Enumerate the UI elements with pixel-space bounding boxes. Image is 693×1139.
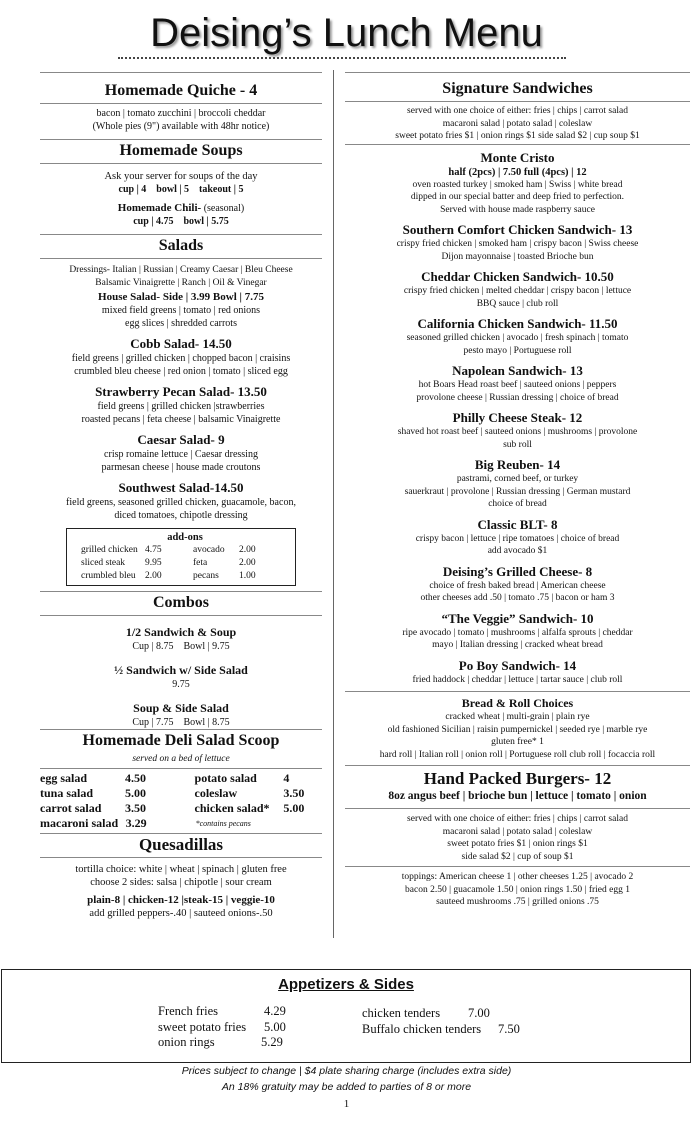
deli-row	[40, 801, 322, 816]
sandwich-title: Southern Comfort Chicken Sandwich- 13	[402, 222, 633, 237]
divider	[40, 163, 322, 164]
salads-title: Salads	[158, 237, 204, 254]
sandwich-desc: seasoned grilled chicken | avocado | fresh spinach | tomato	[406, 333, 629, 343]
sandwich-desc: sauerkraut | provolone | Russian dressing | German mustard	[404, 486, 631, 497]
appetizer-row	[158, 1020, 286, 1036]
menu-title: Deising’s Lunch Menu	[150, 11, 543, 55]
sandwich-desc: Dijon mayonnaise | toasted Brioche bun	[441, 251, 594, 262]
appetizer-name: sweet potato fries	[158, 1019, 247, 1034]
divider	[40, 258, 322, 259]
soups-title: Homemade Soups	[119, 142, 243, 159]
addons-title: add-ons	[167, 532, 203, 543]
divider	[40, 833, 322, 834]
addon-row	[81, 544, 289, 557]
right-column	[345, 72, 690, 909]
strawberry-salad-desc2: roasted pecans | feta cheese | balsamic Vinaigrette	[81, 414, 281, 425]
addon-price: 2.00	[239, 545, 256, 555]
quiche-note: (Whole pies (9") available with 48hr notice)	[92, 121, 270, 132]
sandwich-desc: mayo | Italian dressing | cracked wheat bread	[432, 640, 603, 650]
sandwich-desc: crispy fried chicken | smoked ham | crispy bacon | Swiss cheese	[396, 239, 639, 249]
sandwich-title: “The Veggie” Sandwich- 10	[441, 610, 594, 626]
deli-item: tuna salad	[40, 785, 94, 800]
sandwich-title: Deising’s Grilled Cheese- 8	[442, 563, 593, 579]
appetizer-price: 5.29	[261, 1035, 283, 1049]
sandwich-desc: pastrami, corned beef, or turkey	[456, 474, 579, 484]
combo2-title: ½ Sandwich w/ Side Salad	[114, 663, 248, 677]
appetizers-right-list	[362, 1006, 520, 1037]
deli-price: 4	[283, 770, 290, 785]
addon-row	[81, 570, 289, 583]
footer-line1: Prices subject to change | $4 plate sharing charge (includes extra side)	[181, 1065, 512, 1077]
sandwich-desc: other cheeses add .50 | tomato .75 | bacon or ham 3	[420, 593, 615, 603]
sandwich-desc: crispy fried chicken | melted cheddar | crispy bacon | lettuce	[403, 286, 632, 296]
sandwich-desc: ripe avocado | tomato | mushrooms | alfalfa sprouts | cheddar	[402, 627, 633, 638]
addon-name: sliced steak	[81, 558, 126, 568]
divider	[40, 591, 322, 592]
quesadillas-title: Quesadillas	[138, 834, 224, 854]
combos-title: Combos	[152, 594, 209, 611]
combo2-price: 9.75	[172, 679, 190, 690]
sandwich-desc: add avocado $1	[487, 546, 548, 556]
quesadillas-prices: plain-8 | chicken-12 |steak-15 | veggie-10	[87, 893, 275, 906]
combo3-price: Cup | 7.75 Bowl | 8.75	[132, 717, 230, 728]
soups-line1: Ask your server for soups of the day	[104, 171, 258, 182]
deli-row	[40, 771, 322, 786]
deli-item: coleslaw	[194, 785, 238, 800]
addon-price: 2.00	[145, 571, 162, 581]
divider	[40, 615, 322, 616]
deli-title: Homemade Deli Salad Scoop	[82, 732, 280, 749]
appetizers-title: Appetizers & Sides	[278, 976, 414, 993]
addon-name: crumbled bleu	[81, 571, 136, 581]
deli-price: 3.29	[125, 815, 147, 830]
appetizer-row	[158, 1035, 286, 1051]
southwest-salad-desc1: field greens, seasoned grilled chicken, guacamole, bacon,	[66, 497, 296, 508]
sandwich-desc: choice of bread	[488, 499, 547, 509]
appetizer-name: chicken tenders	[362, 1006, 441, 1020]
divider	[40, 768, 322, 769]
deli-row	[40, 816, 322, 831]
addon-name: feta	[193, 558, 208, 568]
quiche-desc: bacon | tomato zucchini | broccoli cheddar	[96, 108, 266, 119]
left-column	[40, 72, 322, 920]
burgers-title: Hand Packed Burgers- 12	[423, 769, 612, 788]
strawberry-salad-title: Strawberry Pecan Salad- 13.50	[95, 384, 267, 399]
burgers-served2: macaroni salad | potato salad | coleslaw	[442, 826, 593, 837]
quesadillas-line2: choose 2 sides: salsa | chipotle | sour cream	[90, 876, 272, 888]
sandwich-desc: fried haddock | cheddar | lettuce | tartar sauce | club roll	[412, 674, 623, 685]
deli-price: 5.00	[283, 800, 305, 815]
addon-price: 1.00	[239, 571, 256, 581]
deli-price: 3.50	[283, 785, 305, 800]
addon-price: 4.75	[145, 545, 162, 555]
burgers-served1: served with one choice of either: fries | chips | carrot salad	[407, 814, 628, 824]
sandwich-title: California Chicken Sandwich- 11.50	[417, 316, 618, 331]
sandwich-desc: pesto mayo | Portuguese roll	[463, 345, 572, 356]
combo1-price: Cup | 8.75 Bowl | 9.75	[132, 641, 230, 652]
page-number: 1	[343, 1098, 350, 1110]
burgers-subtitle: 8oz angus beef | brioche bun | lettuce | tomato | onion	[388, 790, 647, 802]
burgers-served3: sweet potato fries $1 | onion rings $1	[447, 839, 588, 849]
sandwich-desc: hot Boars Head roast beef | sauteed onions | peppers	[418, 380, 617, 390]
divider	[40, 72, 322, 73]
burgers-toppings2: bacon 2.50 | guacamole 1.50 | onion rings 1.50 | fried egg 1	[405, 884, 630, 895]
divider	[345, 866, 690, 867]
sandwich-desc: half (2pcs) | 7.50 full (4pcs) | 12	[448, 166, 587, 178]
addon-name: avocado	[193, 545, 225, 555]
bread-title: Bread & Roll Choices	[461, 696, 574, 710]
dressings-line1: Dressings- Italian | Russian | Creamy Caesar | Bleu Cheese	[69, 265, 293, 275]
deli-price: 5.00	[124, 785, 146, 800]
sandwich-desc: Served with house made raspberry sauce	[440, 204, 595, 215]
bread-line1: cracked wheat | multi-grain | plain rye	[445, 712, 590, 722]
deli-item: macaroni salad	[40, 815, 119, 830]
appetizer-name: French fries	[158, 1004, 219, 1018]
sandwich-title: Cheddar Chicken Sandwich- 10.50	[421, 269, 614, 284]
house-salad-desc1: mixed field greens | tomato | red onions	[101, 305, 261, 316]
chili-prices: cup | 4.75 bowl | 5.75	[133, 216, 229, 227]
title-dotted-rule	[118, 57, 566, 59]
southwest-salad-desc2: diced tomatoes, chipotle dressing	[114, 510, 248, 521]
appetizer-price: 5.00	[264, 1019, 286, 1034]
combo3-title: Soup & Side Salad	[133, 701, 229, 715]
sandwiches-served2: macaroni salad | potato salad | coleslaw	[442, 118, 593, 129]
deli-price: 4.50	[124, 770, 146, 785]
deli-subtitle: served on a bed of lettuce	[132, 754, 230, 764]
sandwiches-served1: served with one choice of either: fries | chips | carrot salad	[407, 106, 628, 116]
divider	[40, 857, 322, 858]
deli-item: potato salad	[194, 770, 257, 785]
column-divider	[333, 70, 334, 938]
cobb-salad-title: Cobb Salad- 14.50	[130, 336, 232, 351]
sandwich-desc: crispy bacon | lettuce | ripe tomatoes | choice of bread	[415, 533, 620, 544]
deli-item: carrot salad	[40, 800, 102, 815]
addon-row	[81, 557, 289, 570]
appetizer-price: 7.50	[498, 1021, 520, 1036]
bread-line2: old fashioned Sicilian | raisin pumpernickel | seeded rye | marble rye	[387, 724, 648, 735]
appetizer-row	[158, 1004, 286, 1020]
sandwiches-title: Signature Sandwiches	[442, 80, 593, 97]
sandwich-desc: dipped in our special batter and deep fried to perfection.	[410, 192, 625, 202]
addons-box	[66, 528, 296, 586]
strawberry-salad-desc1: field greens | grilled chicken |strawberries	[97, 401, 265, 412]
sandwich-title: Philly Cheese Steak- 12	[452, 410, 583, 425]
caesar-salad-desc2: parmesan cheese | house made croutons	[101, 462, 261, 473]
divider	[40, 139, 322, 140]
burgers-served4: side salad $2 | cup of soup $1	[461, 851, 574, 862]
sandwiches-served3: sweet potato fries $1 | onion rings $1 side salad $2 | cup soup $1	[395, 131, 640, 141]
burgers-toppings1: toppings: American cheese 1 | other cheeses 1.25 | avocado 2	[401, 872, 634, 882]
footer-line2: An 18% gratuity may be added to parties of 8 or more	[221, 1081, 472, 1093]
cobb-salad-desc1: field greens | grilled chicken | chopped bacon | craisins	[71, 353, 291, 364]
sandwich-desc: choice of fresh baked bread | American cheese	[429, 580, 606, 591]
bread-line4: hard roll | Italian roll | onion roll | Portuguese roll club roll | focaccia roll	[379, 749, 656, 760]
caesar-salad-desc1: crisp romaine lettuce | Caesar dressing	[104, 449, 258, 460]
addon-name: pecans	[193, 571, 219, 581]
divider	[40, 729, 322, 730]
deli-price: 3.50	[124, 800, 146, 815]
sandwich-desc: sub roll	[503, 439, 532, 450]
sandwich-desc: shaved hot roast beef | sauteed onions | mushrooms | provolone	[397, 427, 638, 437]
combo1-title: 1/2 Sandwich & Soup	[125, 625, 237, 639]
deli-row	[40, 786, 322, 801]
caesar-salad-title: Caesar Salad- 9	[137, 432, 225, 447]
appetizers-box	[1, 969, 691, 1063]
chili-seasonal: (seasonal)	[201, 203, 245, 214]
sandwich-title: Classic BLT- 8	[477, 516, 558, 532]
appetizer-row	[362, 1006, 520, 1022]
sandwich-title: Big Reuben- 14	[474, 457, 561, 472]
deli-footnote: *contains pecans	[195, 818, 251, 828]
bread-line3: gluten free* 1	[491, 737, 544, 747]
southwest-salad-title: Southwest Salad-14.50	[118, 480, 244, 495]
divider	[40, 234, 322, 235]
divider	[345, 765, 690, 766]
addon-price: 9.95	[145, 558, 162, 568]
addon-price: 2.00	[239, 558, 256, 568]
sandwich-desc: provolone cheese | Russian dressing | choice of bread	[416, 392, 619, 403]
quesadillas-line1: tortilla choice: white | wheat | spinach | gluten free	[75, 863, 287, 875]
cobb-salad-desc2: crumbled bleu cheese | red onion | tomato | sliced egg	[74, 366, 288, 377]
divider	[345, 101, 690, 102]
appetizer-name: Buffalo chicken tenders	[362, 1021, 482, 1036]
appetizer-name: onion rings	[158, 1035, 215, 1049]
divider	[345, 144, 690, 145]
appetizer-price: 7.00	[468, 1006, 490, 1020]
sandwich-title: Monte Cristo	[480, 149, 555, 165]
house-salad-title: House Salad- Side | 3.99 Bowl | 7.75	[98, 291, 264, 303]
quesadillas-addons: add grilled peppers-.40 | sauteed onions-.50	[89, 907, 273, 919]
appetizers-left-list	[158, 1004, 286, 1051]
sandwich-title: Napolean Sandwich- 13	[452, 363, 583, 378]
house-salad-desc2: egg slices | shredded carrots	[125, 318, 237, 329]
deli-item: egg salad	[40, 770, 88, 785]
soups-prices: cup | 4 bowl | 5 takeout | 5	[118, 184, 244, 195]
sandwich-list	[345, 150, 690, 687]
quiche-title: Homemade Quiche - 4	[104, 82, 258, 99]
appetizer-price: 4.29	[264, 1004, 286, 1018]
deli-item: chicken salad*	[194, 800, 270, 815]
divider	[345, 72, 690, 73]
appetizer-row	[362, 1022, 520, 1038]
burgers-toppings3: sauteed mushrooms .75 | grilled onions .75	[436, 897, 599, 907]
sandwich-title: Po Boy Sandwich- 14	[458, 657, 577, 673]
chili-title: Homemade Chili-	[117, 202, 202, 214]
divider	[40, 103, 322, 104]
addon-name: grilled chicken	[81, 545, 138, 555]
sandwich-desc: BBQ sauce | club roll	[476, 298, 559, 309]
sandwich-desc: oven roasted turkey | smoked ham | Swiss | white bread	[412, 179, 623, 190]
divider	[345, 808, 690, 809]
divider	[345, 691, 690, 692]
dressings-line2: Balsamic Vinaigrette | Ranch | Oil & Vinegar	[95, 277, 267, 288]
